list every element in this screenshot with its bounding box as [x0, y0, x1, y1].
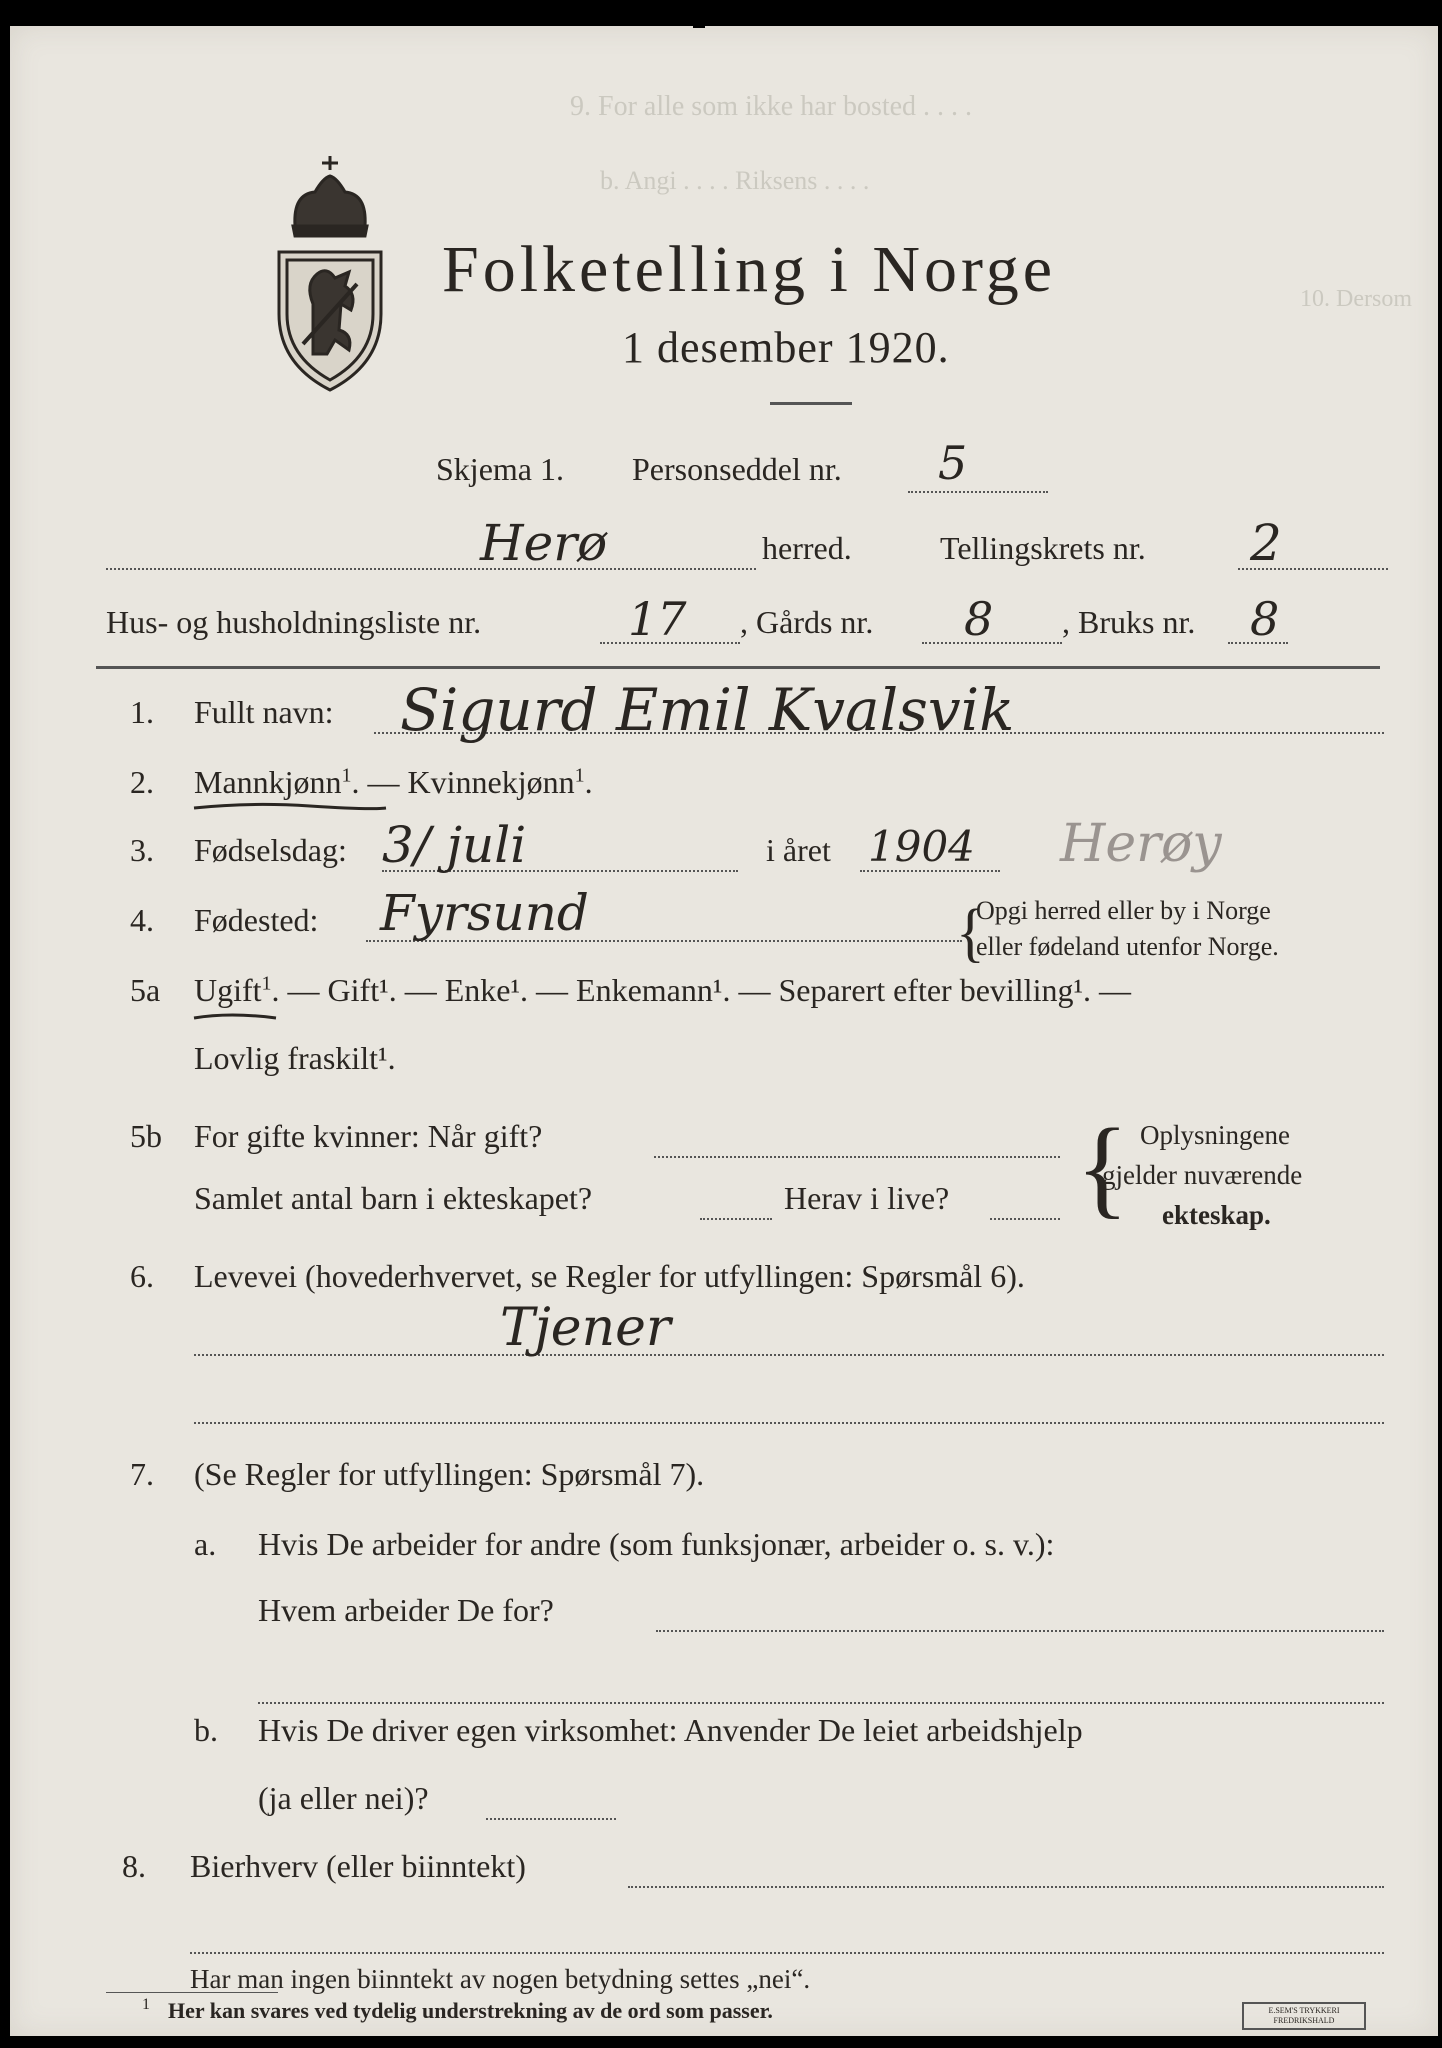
footnote-mark: 1 [142, 1996, 150, 2013]
q1-number: 1. [130, 694, 154, 730]
q5b-line2a-fill [700, 1218, 772, 1220]
census-form [10, 26, 1438, 2036]
q5b-line2a: Samlet antal barn i ekteskapet? [194, 1180, 593, 1216]
q8-line1 [628, 1886, 1384, 1888]
bleed-through: b. Angi . . . . Riksens . . . . [600, 166, 870, 195]
birthday-value: 3/ juli [382, 816, 527, 874]
title-divider [770, 402, 852, 405]
herred-line [106, 568, 756, 570]
gards-value: 8 [964, 592, 994, 646]
q5b-brace: { [1076, 1106, 1129, 1228]
q7a-line2: Hvem arbeider De for? [258, 1592, 554, 1628]
q6-line2 [194, 1422, 1384, 1424]
q8-line2 [190, 1952, 1384, 1954]
q8-number: 8. [122, 1848, 146, 1884]
gender-options: Mannkjønn$^1$. — Kvinnekjønn$^1$. [194, 764, 593, 800]
footnote-rule [106, 1992, 278, 1993]
q5b-line1: For gifte kvinner: Når gift? [194, 1118, 543, 1154]
q6-number: 6. [130, 1258, 154, 1294]
q7b-letter: b. [194, 1712, 218, 1748]
printer-stamp [1242, 2002, 1366, 2030]
marital-rest: . — Gift¹. — Enke¹. — Enkemann¹. — Separert efter bevilling¹. — [271, 972, 1132, 1008]
marital-line2: Lovlig fraskilt¹. [194, 1040, 396, 1076]
q3-label: Fødselsdag: [194, 832, 347, 868]
bruks-label: , Bruks nr. [1062, 604, 1196, 640]
gender-female: Kvinnekjønn [407, 764, 575, 800]
personseddel-line [908, 491, 1048, 493]
gards-label: , Gårds nr. [740, 604, 874, 640]
tellingskrets-value: 2 [1250, 514, 1282, 572]
q5b-note1: Oplysningene [1140, 1120, 1290, 1150]
q5a-number: 5a [130, 972, 161, 1008]
year-label: i året [766, 832, 831, 868]
q4-note-line1: Opgi herred eller by i Norge [976, 896, 1271, 925]
q7a-line1: Hvis De arbeider for andre (som funksjonær, arbeider o. s. v.): [258, 1526, 1055, 1562]
q7-number: 7. [130, 1456, 154, 1492]
herred-label: herred. [762, 530, 852, 566]
q2-number: 2. [130, 764, 154, 800]
q4-label: Fødested: [194, 902, 319, 938]
q7a-letter: a. [194, 1526, 217, 1562]
printer-line1: E.SEM'S TRYKKERI [1268, 2006, 1340, 2015]
q7b-line2-fill [486, 1818, 616, 1820]
tellingskrets-label: Tellingskrets nr. [940, 530, 1146, 566]
q6-label: Levevei (hovederhvervet, se Regler for utfyllingen: Spørsmål 6). [194, 1258, 1025, 1294]
coat-of-arms-icon [265, 154, 395, 394]
q7b-line1: Hvis De driver egen virksomhet: Anvender De leiet arbeidshjelp [258, 1712, 1083, 1748]
birthplace-value: Fyrsund [380, 884, 589, 942]
q7a-extra-line [258, 1702, 1384, 1704]
q6-line1 [194, 1354, 1384, 1356]
q4-note-line2: eller fødeland utenfor Norge. [976, 932, 1279, 961]
marital-ugift: Ugift [194, 972, 262, 1008]
q7b-line2: (ja eller nei)? [258, 1780, 429, 1816]
q1-label: Fullt navn: [194, 694, 334, 730]
q5b-line1-fill [654, 1156, 1060, 1158]
gender-male: Mannkjønn [194, 764, 342, 800]
q4-number: 4. [130, 902, 154, 938]
q5b-line2b-fill [990, 1218, 1060, 1220]
header-separator [96, 666, 1380, 669]
male-underline [190, 800, 390, 814]
bleed-through: 9. For alle som ikke har bosted . . . . [570, 91, 973, 122]
q7a-line2-fill [656, 1630, 1384, 1632]
q5b-number: 5b [130, 1118, 162, 1154]
printer-line2: FREDRIKSHALD [1273, 2016, 1335, 2025]
binder-notch [693, 0, 705, 28]
herred-value: Herø [480, 514, 608, 572]
q3-number: 3. [130, 832, 154, 868]
q5b-note3: ekteskap. [1162, 1200, 1271, 1230]
q5b-line2b: Herav i live? [784, 1180, 950, 1216]
personseddel-value: 5 [938, 436, 968, 490]
gender-separator: . — [351, 764, 408, 800]
birth-place-note: Herøy [1060, 814, 1222, 874]
full-name-value: Sigurd Emil Kvalsvik [400, 676, 1015, 744]
ugift-underline [190, 1010, 280, 1024]
skjema-label: Skjema 1. [436, 451, 564, 487]
form-title: Folketelling i Norge [442, 233, 1057, 306]
bruks-value: 8 [1250, 592, 1280, 646]
year-value: 1904 [868, 822, 975, 871]
footer-note: Har man ingen biinntekt av nogen betydning settes „nei“. [190, 1964, 811, 1994]
q5b-note2: gjelder nuværende [1102, 1160, 1303, 1190]
hus-label: Hus- og husholdningsliste nr. [106, 604, 482, 640]
footnote-text: Her kan svares ved tydelig understrekning av de ord som passer. [168, 1998, 773, 2023]
hus-value: 17 [628, 592, 687, 646]
q8-label: Bierhverv (eller biinntekt) [190, 1848, 526, 1884]
q4-brace: { [956, 895, 985, 969]
marital-options: Ugift$^1$. — Gift¹. — Enke¹. — Enkemann¹. — Separert efter bevilling¹. — [194, 972, 1132, 1008]
occupation-value: Tjener [500, 1298, 671, 1358]
form-date: 1 desember 1920. [622, 323, 950, 372]
bleed-through: 10. Dersom [1300, 286, 1412, 312]
q7-label: (Se Regler for utfyllingen: Spørsmål 7). [194, 1456, 705, 1492]
personseddel-label: Personseddel nr. [632, 451, 842, 487]
